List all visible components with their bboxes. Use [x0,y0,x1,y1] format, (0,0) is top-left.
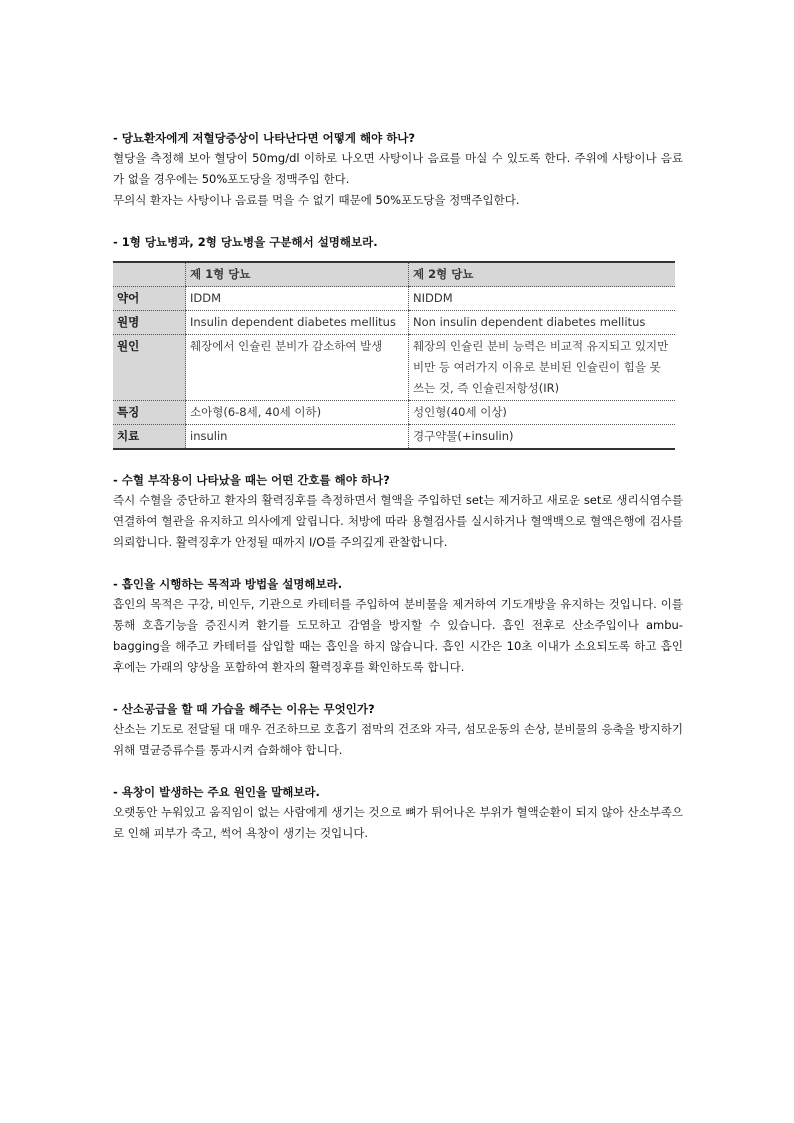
type1-cell: 췌장에서 인슐린 분비가 감소하여 발생 [186,335,409,401]
diabetes-comparison-table [113,261,675,450]
section-oxygen-humidification [113,699,683,761]
question-heading: - 흡인을 시행하는 목적과 방법을 설명해보라. [113,577,343,591]
table-row [113,287,675,311]
question-heading: - 수혈 부작용이 나타났을 때는 어떤 간호를 해야 하나? [113,473,390,487]
type1-cell: 소아형(6-8세, 40세 이하) [186,401,409,425]
row-label: 약어 [113,287,186,311]
table-row [113,335,675,401]
type2-cell: 성인형(40세 이상) [409,401,676,425]
type2-cell: NIDDM [409,287,676,311]
row-label: 원인 [113,335,186,401]
row-label: 원명 [113,311,186,335]
answer-paragraph: 즉시 수혈을 중단하고 환자의 활력징후를 측정하면서 혈액을 주입하던 set는 제거하고 새로운 set로 생리식염수를 연결하여 혈관을 유지하고 의사에게 알립니다. 처방에 따라 용혈검사를 실시하거나 혈액백으로 혈액은행에 검사를 의뢰합니다. 활력징후가 안정될 때까지 I/O를 주의깊게 관찰합니다. [113,493,683,549]
table-row [113,311,675,335]
answer-paragraph: 산소는 기도로 전달될 대 매우 건조하므로 호흡기 점막의 건조와 자극, 섬모운동의 손상, 분비물의 응축을 방지하기 위해 멸균증류수를 통과시켜 습화해야 합니다. [113,722,683,757]
type2-cell: Non insulin dependent diabetes mellitus [409,311,676,335]
table-header-cell: 제 2형 당뇨 [409,262,676,287]
document-page [113,128,683,844]
answer-paragraph: 흡인의 목적은 구강, 비인두, 기관으로 카테터를 주입하여 분비물을 제거하여 기도개방을 유지하는 것입니다. 이를 통해 호흡기능을 증진시켜 환기를 도모하고 감염을 방지할 수 있습니다. 흡인 전후로 산소주입이나 ambu-bagging을 해주고 카테터를 삽입할 때는 흡인을 하지 않습니다. 흡인 시간은 10초 이내가 소요되도록 하고 흡인 후에는 가래의 양상을 포함하여 환자의 활력징후를 확인하도록 합니다. [113,597,683,674]
question-heading: - 1형 당뇨병과, 2형 당뇨병을 구분해서 설명해보라. [113,235,378,249]
section-diabetes-types [113,232,683,450]
table-row [113,425,675,450]
question-heading: - 산소공급을 할 때 가습을 해주는 이유는 무엇인가? [113,702,375,716]
section-suction [113,574,683,678]
question-heading: - 욕창이 발생하는 주요 원인을 말해보라. [113,785,320,799]
answer-paragraph: 혈당을 측정해 보아 혈당이 50mg/dl 이하로 나오면 사탕이나 음료를 마실 수 있도록 한다. 주위에 사탕이나 음료가 없을 경우에는 50%포도당을 정맥주입 한다. [113,151,683,186]
table-row [113,401,675,425]
answer-paragraph: 무의식 환자는 사탕이나 음료를 먹을 수 없기 때문에 50%포도당을 정맥주입한다. [113,193,520,207]
section-hypoglycemia [113,128,683,211]
type2-cell: 경구약물(+insulin) [409,425,676,450]
table-header-cell [113,262,186,287]
section-pressure-ulcer [113,782,683,844]
question-heading: - 당뇨환자에게 저혈당증상이 나타난다면 어떻게 해야 하나? [113,131,416,145]
row-label: 특징 [113,401,186,425]
answer-paragraph: 오랫동안 누워있고 움직임이 없는 사람에게 생기는 것으로 뼈가 튀어나온 부위가 혈액순환이 되지 않아 산소부족으로 인해 피부가 죽고, 썩어 욕창이 생기는 것입니다. [113,805,683,840]
section-transfusion-reaction [113,470,683,553]
type1-cell: IDDM [186,287,409,311]
table-header-cell: 제 1형 당뇨 [186,262,409,287]
type1-cell: insulin [186,425,409,450]
type2-cell: 췌장의 인슐린 분비 능력은 비교적 유지되고 있지만 비만 등 여러가지 이유로 분비된 인슐린이 힘을 못 쓰는 것, 즉 인슐린저항성(IR) [409,335,676,401]
row-label: 치료 [113,425,186,450]
type1-cell: Insulin dependent diabetes mellitus [186,311,409,335]
table-header-row [113,262,675,287]
